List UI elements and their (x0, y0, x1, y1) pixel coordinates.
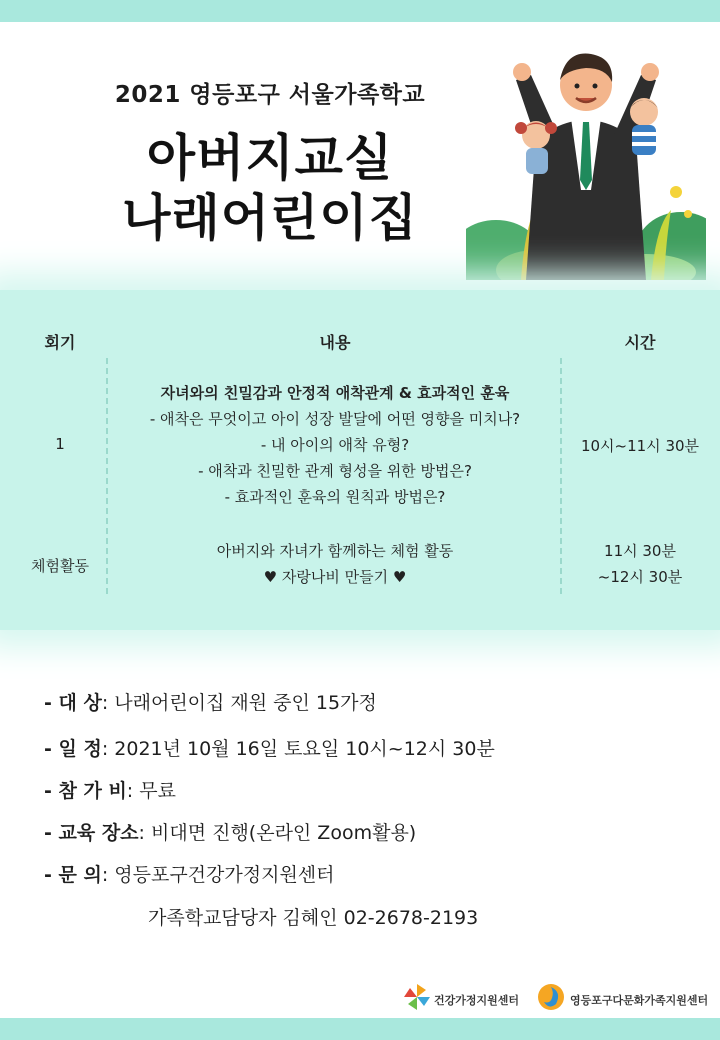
father-children-illustration (466, 40, 706, 280)
row2-content-item: ♥ 자랑나비 만들기 ♥ (263, 568, 407, 586)
row1-content-item: - 애착은 무엇이고 아이 성장 발달에 어떤 영향을 미치나? (149, 410, 521, 428)
bottom-band (0, 1018, 720, 1040)
title-line-1: 아버지교실 (146, 129, 394, 187)
header-time: 시간 (624, 333, 656, 352)
info-label: - 문 의 (44, 864, 102, 886)
row2-time-line1: 11시 30분 (604, 542, 676, 560)
column-divider-right (560, 358, 562, 594)
header-session: 회기 (44, 333, 76, 352)
info-value: : 영등포구건강가정지원센터 (101, 864, 335, 886)
info-label: - 대 상 (44, 692, 102, 714)
info-schedule (44, 734, 495, 761)
subtitle: 2021 영등포구 서울가족학교 (114, 82, 426, 108)
row2-content-item: 아버지와 자녀가 함께하는 체험 활동 (216, 542, 454, 560)
row2-time-line2: ~12시 30분 (597, 568, 683, 586)
row1-content-item: - 효과적인 훈육의 원칙과 방법은? (224, 488, 446, 506)
logo-multicultural-center (536, 974, 716, 1014)
info-label: - 참 가 비 (44, 780, 127, 802)
row1-session: 1 (55, 435, 65, 453)
logo-left-name: 건강가정지원센터 (434, 994, 520, 1007)
info-value: : 비대면 진행(온라인 Zoom활용) (138, 822, 417, 844)
info-location (44, 818, 416, 845)
header-content: 내용 (319, 333, 351, 352)
row1-content-item: - 내 아이의 애착 유형? (260, 436, 410, 454)
top-band (0, 0, 720, 22)
pinwheel-logo-icon (402, 982, 432, 1012)
column-divider-left (106, 358, 108, 594)
info-value: : 나래어린이집 재원 중인 15가정 (101, 692, 377, 714)
title-line-2: 나래어린이집 (122, 189, 418, 247)
logo-healthy-family-center (402, 974, 530, 1014)
row1-content-title: 자녀와의 친밀감과 안정적 애착관계 & 효과적인 훈육 (160, 384, 510, 402)
info-value: : 무료 (126, 780, 176, 802)
info-label: - 일 정 (44, 738, 102, 760)
info-value: : 2021년 10월 16일 토요일 10시~12시 30분 (101, 738, 495, 760)
info-fee (44, 776, 176, 803)
contact-person: 가족학교담당자 김혜인 02-2678-2193 (148, 907, 479, 929)
info-label: - 교육 장소 (44, 822, 139, 844)
row2-session: 체험활동 (31, 557, 89, 575)
row1-time: 10시~11시 30분 (580, 437, 700, 455)
info-target (44, 688, 377, 715)
swirl-logo-icon (536, 982, 566, 1012)
row1-content-item: - 애착과 친밀한 관계 형성을 위한 방법은? (198, 462, 472, 480)
info-contact (44, 860, 335, 887)
logo-right-name: 영등포구다문화가족지원센터 (570, 994, 709, 1007)
